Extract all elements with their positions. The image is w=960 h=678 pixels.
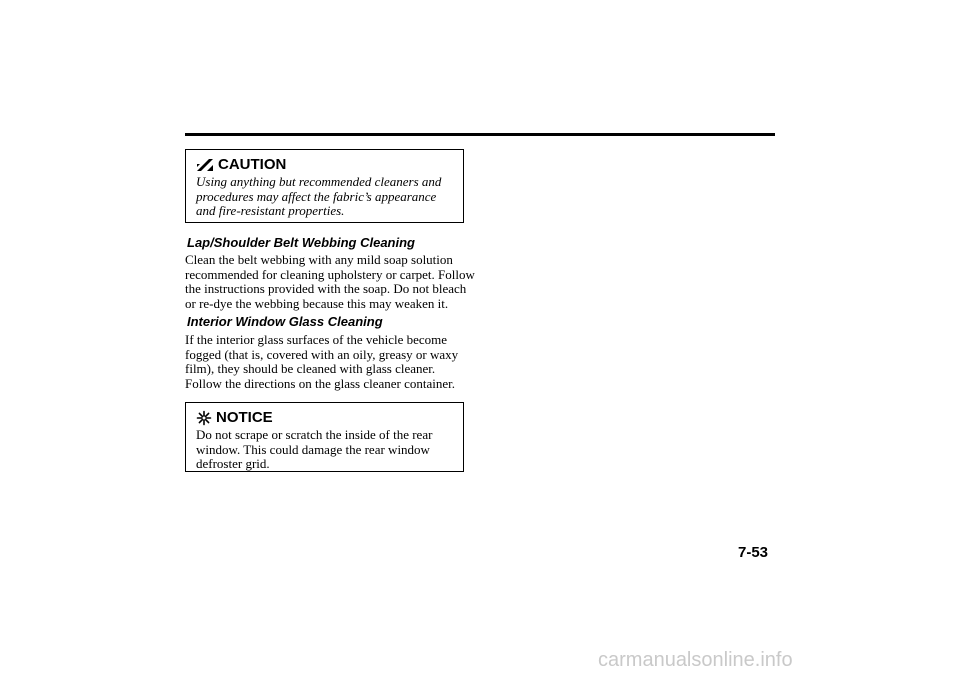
notice-line: Do not scrape or scratch the inside of the rear [196,427,433,442]
section-body-window-glass [185,333,475,391]
body-line: If the interior glass surfaces of the vehicle become [185,332,448,347]
caution-line: and fire-resistant properties. [196,203,345,218]
notice-line: window. This could damage the rear window [196,441,430,457]
body-line: Follow the directions on the glass cleaner container. [185,375,456,391]
body-line: recommended for cleaning upholstery or carpet. Follow [185,266,475,282]
body-line: Clean the belt webbing with any mild soap solution [185,252,453,267]
watermark: carmanualsonline.info [598,649,793,671]
caution-slash-icon [196,158,214,172]
body-line: the instructions provided with the soap. Do not bleach [185,281,467,297]
caution-box [185,149,464,223]
section-heading-window-glass: Interior Window Glass Cleaning [187,314,383,329]
notice-text [196,428,453,472]
notice-title: NOTICE [216,409,273,426]
body-line: or re-dye the webbing because this may weaken it. [185,295,449,311]
section-heading-belt-webbing: Lap/Shoulder Belt Webbing Cleaning [187,235,415,250]
notice-title-row [196,410,453,426]
caution-title: CAUTION [218,156,287,173]
notice-line: defroster grid. [196,456,270,471]
section-body-belt-webbing [185,253,475,311]
caution-text [196,175,453,219]
body-line: film), they should be cleaned with glass cleaner. [185,361,436,377]
notice-box [185,402,464,472]
caution-line: procedures may affect the fabric’s appearance [196,188,437,204]
caution-title-row [196,157,453,173]
caution-line: Using anything but recommended cleaners and [196,174,442,189]
top-rule [185,133,775,136]
page-number: 7-53 [738,544,769,561]
notice-asterisk-icon [196,410,212,426]
body-line: fogged (that is, covered with an oily, greasy or waxy [185,346,459,362]
